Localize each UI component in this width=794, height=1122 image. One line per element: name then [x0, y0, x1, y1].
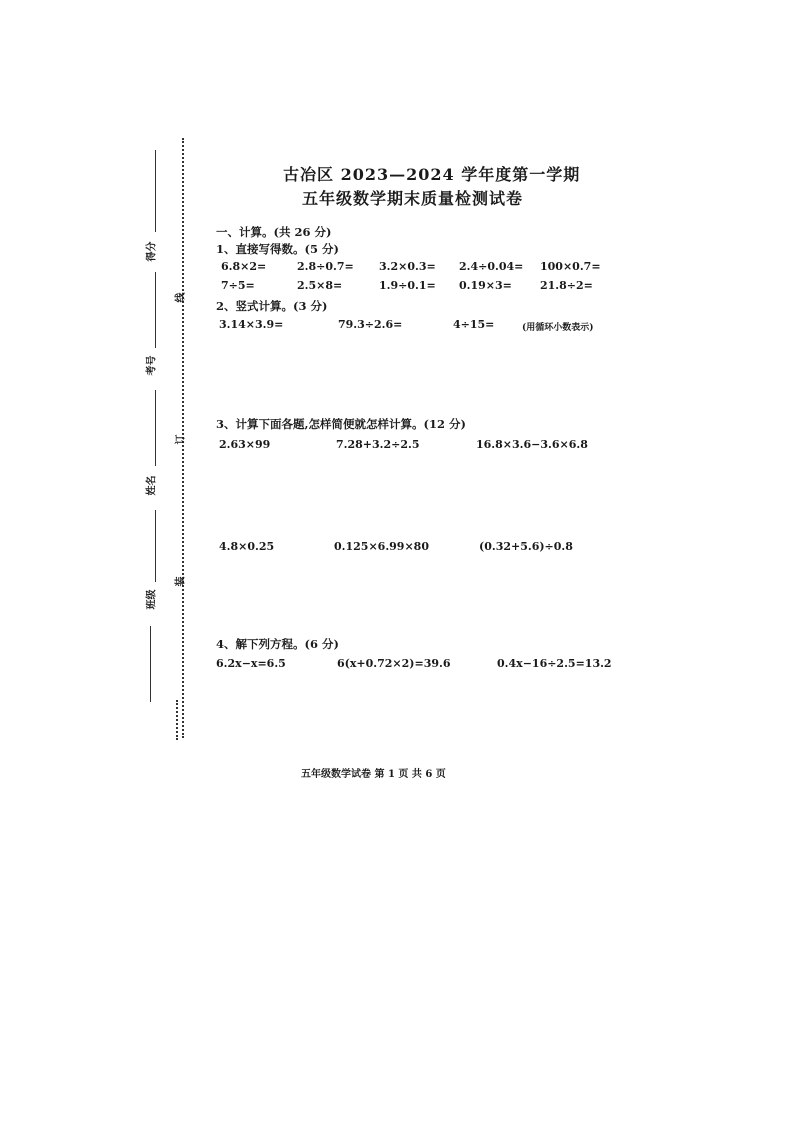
page-footer: 五年级数学试卷 第 1 页 共 6 页 — [301, 769, 446, 780]
part-3-heading: 3、计算下面各题,怎样简便就怎样计算。(12 分) — [216, 417, 466, 431]
oral-calc-item: 21.8÷2= — [540, 279, 593, 292]
school-write-line — [150, 626, 151, 702]
binding-char-line: 线 — [175, 292, 187, 303]
oral-calc-item: 0.19×3= — [459, 279, 512, 292]
equation-item: 6(x+0.72×2)=39.6 — [337, 657, 451, 670]
oral-calc-item: 7÷5= — [221, 279, 255, 292]
part-4-heading: 4、解下列方程。(6 分) — [216, 637, 339, 651]
vertical-calc-item: 79.3÷2.6= — [338, 318, 403, 331]
binding-char-roll: 装 — [175, 576, 187, 587]
recurring-decimal-note: (用循环小数表示) — [522, 323, 594, 333]
simplify-calc-item: (0.32+5.6)÷0.8 — [479, 540, 573, 553]
vertical-calc-item: 3.14×3.9= — [219, 318, 284, 331]
simplify-calc-item: 16.8×3.6−3.6×6.8 — [476, 438, 588, 451]
cut-line-lower — [176, 700, 178, 740]
oral-calc-item: 1.9÷0.1= — [379, 279, 436, 292]
score-write-line — [155, 150, 156, 232]
part-2-heading: 2、竖式计算。(3 分) — [216, 299, 328, 313]
oral-calc-item: 2.4÷0.04= — [459, 260, 524, 273]
section-1-heading: 一、计算。(共 26 分) — [216, 225, 332, 239]
name-write-line — [155, 390, 156, 466]
class-label: 班级 — [146, 589, 158, 610]
oral-calc-item: 3.2×0.3= — [379, 260, 436, 273]
simplify-calc-item: 7.28+3.2÷2.5 — [336, 438, 420, 451]
score-label: 得分 — [146, 241, 158, 262]
part-1-heading: 1、直接写得数。(5 分) — [216, 242, 339, 256]
simplify-calc-item: 2.63×99 — [219, 438, 271, 451]
oral-calc-item: 6.8×2= — [221, 260, 267, 273]
name-label: 姓名 — [146, 475, 158, 496]
exam-title-line1: 古冶区 2023—2024 学年度第一学期 — [283, 165, 581, 184]
oral-calc-item: 2.5×8= — [297, 279, 343, 292]
simplify-calc-item: 0.125×6.99×80 — [334, 540, 429, 553]
binding-char-bind: 订 — [175, 434, 187, 445]
equation-item: 6.2x−x=6.5 — [216, 657, 286, 670]
equation-item: 0.4x−16÷2.5=13.2 — [497, 657, 612, 670]
exam-title-line2: 五年级数学期末质量检测试卷 — [302, 189, 524, 208]
oral-calc-item: 100×0.7= — [540, 260, 601, 273]
exam-no-label: 考号 — [146, 355, 158, 376]
vertical-calc-item: 4÷15= — [453, 318, 495, 331]
class-write-line — [155, 510, 156, 582]
simplify-calc-item: 4.8×0.25 — [219, 540, 275, 553]
exam-no-write-line — [155, 272, 156, 348]
oral-calc-item: 2.8÷0.7= — [297, 260, 354, 273]
